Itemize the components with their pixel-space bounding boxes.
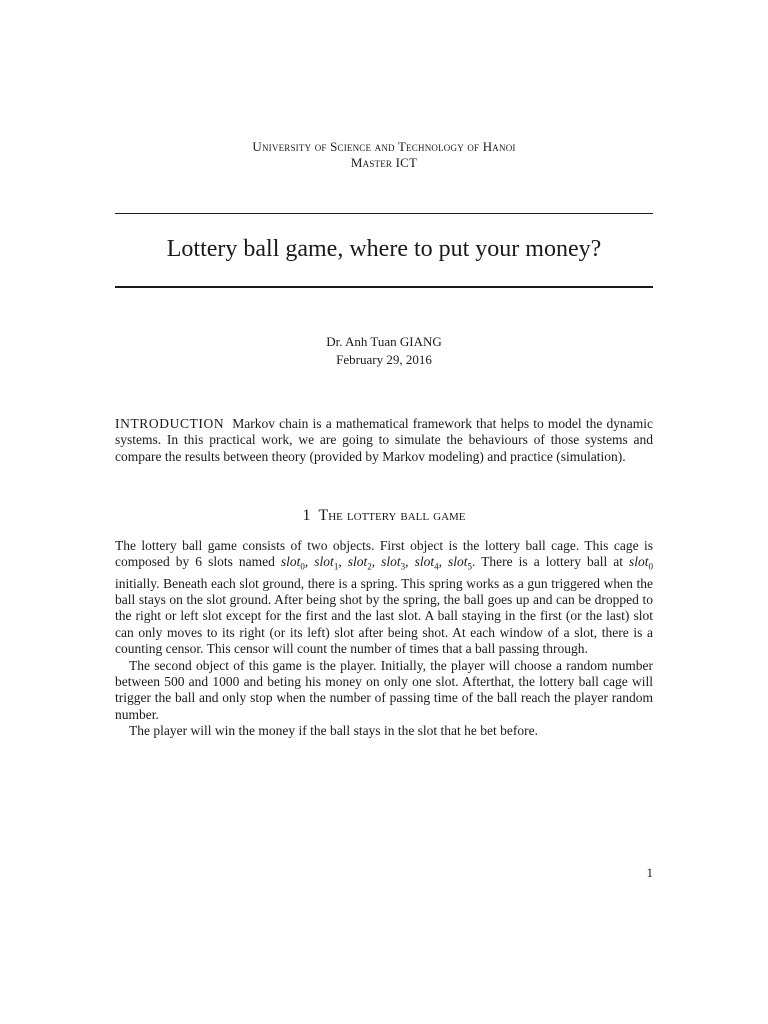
- slot-index: 0: [648, 562, 654, 573]
- introduction-text: Markov chain is a mathematical framework that helps to model the dynamic systems. In this practical work, we are going to simulate the behaviours of those systems and compare the results between theory (provided by Markov modeling) and practice (simulation).: [115, 416, 653, 464]
- introduction-label: INTRODUCTION: [115, 416, 225, 431]
- slot-variable: [347, 554, 372, 573]
- title-rule-bottom: [115, 286, 653, 288]
- slot-name: slot: [381, 554, 401, 570]
- paper-title: Lottery ball game, where to put your money?: [166, 236, 602, 262]
- slot-name: slot: [629, 554, 649, 570]
- section-heading: [115, 506, 653, 526]
- slot-name: slot: [314, 554, 334, 570]
- slot-variable: [447, 554, 472, 573]
- institution-header: [0, 139, 768, 171]
- section-paragraph-2: The second object of this game is the player. Initially, the player will choose a random number between 500 and 1000 and beting his money on only one slot. Afterthat, the lottery ball cage will trigger the ball and only stop when the number of passing time of the ball reach the player random number.: [115, 657, 653, 722]
- author-block: [0, 333, 768, 369]
- slot-name: slot: [447, 554, 468, 570]
- slot-variable: [629, 554, 654, 573]
- slot-index: 0: [300, 562, 305, 573]
- slot-index: 5: [467, 562, 472, 573]
- slot-name: slot: [414, 554, 435, 570]
- paragraph-text: . There is a lottery ball at: [472, 554, 630, 570]
- program-name: Master ICT: [350, 155, 418, 170]
- title-rule-top: [115, 213, 653, 214]
- slot-name: slot: [280, 554, 301, 570]
- slot-variable: [314, 554, 339, 573]
- slot-name: slot: [347, 554, 368, 570]
- slot-variable: [381, 554, 406, 573]
- slot-variable: [280, 554, 305, 573]
- introduction-paragraph: [115, 416, 653, 465]
- section-title: The lottery ball game: [318, 507, 466, 524]
- slot-variable: [414, 554, 439, 573]
- institution-name: University of Science and Technology of Hanoi: [252, 139, 516, 154]
- paragraph-text: The lottery ball game consists of two objects. First object is the lottery ball cage. This cage is composed by 6 slots named: [115, 538, 653, 570]
- section-body: [115, 538, 653, 740]
- section-paragraph-1: The lottery ball game consists of two objects. First object is the lottery ball cage. This cage is composed by 6 slots named slot$_0$, slot$_1$, slot$_2$, slot$_3$, slot$_4$, slot$_5$. There is a lottery ball at slot$_0$ initially. Beneath each slot ground, there is a spring. This spring works as a gun triggered when the ball stays on the slot ground. After being shot by the spring, the ball goes up and can be dropped to the right or left slot except for the first and the last slot. A ball staying in the first (or the last) slot can only moves to its right (or its left) slot after being shot. At each window of a slot, there is a counting censor. This censor will count the number of times that a ball passing through.: [115, 538, 654, 657]
- author-name: Dr. Anh Tuan GIANG: [326, 334, 442, 349]
- paragraph-text: initially. Beneath each slot ground, there is a spring. This spring works as a gun triggered when the ball stays on the slot ground. After being shot by the spring, the ball goes up and can be dropped to the right or left slot except for the first and the last slot. A ball staying in the first (or the last) slot can only moves to its right (or its left) slot after being shot. At each window of a slot, there is a counting censor. This censor will count the number of times that a ball passing through.: [115, 575, 653, 657]
- slot-index: 1: [333, 562, 339, 573]
- document-date: February 29, 2016: [336, 352, 432, 367]
- section-paragraph-3: The player will win the money if the ball stays in the slot that he bet before.: [129, 723, 539, 739]
- slot-index: 4: [434, 562, 439, 573]
- slot-index: 2: [367, 562, 372, 573]
- slot-index: 3: [400, 562, 406, 573]
- section-number: 1: [302, 507, 311, 524]
- page-number: 1: [646, 865, 653, 880]
